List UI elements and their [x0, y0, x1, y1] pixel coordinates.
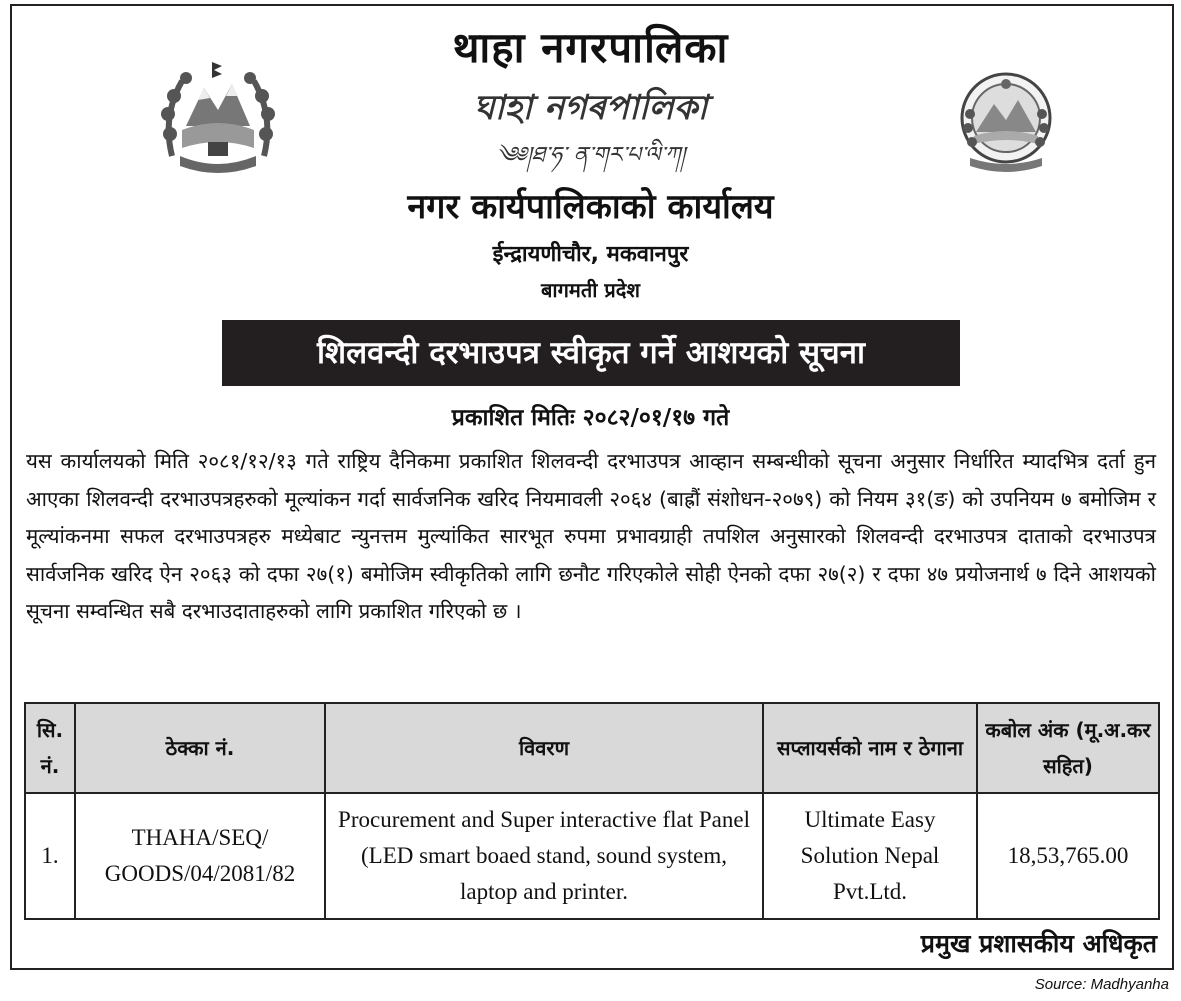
- cell-sn: 1.: [25, 793, 75, 919]
- province-name: बागमती प्रदेश: [541, 278, 640, 302]
- cell-description: Procurement and Super interactive flat Panel (LED smart boaed stand, sound system, laptop and printer.: [325, 793, 763, 919]
- tender-table: [24, 702, 1160, 920]
- office-name: नगर कार्यपालिकाको कार्यालय: [407, 187, 774, 227]
- municipality-name-alt-script-2: ༄༅།ཐ་ཧ་ ན་གར་པ་ལི་ཀ།: [495, 143, 686, 168]
- notice-title-banner: शिलवन्दी दरभाउपत्र स्वीकृत गर्ने आशयको सूचना: [222, 320, 960, 386]
- header-sn: सि. नं.: [25, 703, 75, 793]
- cell-contract-no: THAHA/SEQ/ GOODS/04/2081/82: [75, 793, 325, 919]
- header-supplier: सप्लायर्सको नाम र ठेगाना: [763, 703, 977, 793]
- cell-amount: 18,53,765.00: [977, 793, 1159, 919]
- signatory-title: प्रमुख प्रशासकीय अधिकृत: [920, 929, 1157, 958]
- header-description: विवरण: [325, 703, 763, 793]
- municipality-name: थाहा नगरपालिका: [452, 23, 729, 72]
- office-address: ईन्द्रायणीचौर, मकवानपुर: [492, 242, 689, 267]
- notice-body: यस कार्यालयको मिति २०८१/१२/१३ गते राष्ट्रिय दैनिकमा प्रकाशित शिलवन्दी दरभाउपत्र आव्हान सम्बन्धीको सूचना अनुसार निर्धारित म्यादभित्र दर्ता हुन आएका शिलवन्दी दरभाउपत्रहरुको मूल्यांकन गर्दा सार्वजनिक खरिद नियमावली २०६४ (बाह्रौं संशोधन-२०७९) को नियम ३१(ङ) को उपनियम ७ बमोजिम र मूल्यांकनमा सफल दरभाउपत्रहरु मध्येबाट न्युनत्तम मुल्यांकित सारभूत रुपमा प्रभावग्राही तपशिल अनुसारको शिलवन्दी दरभाउपत्र दाताको दरभाउपत्र सार्वजनिक खरिद ऐन २०६३ को दफा २७(१) बमोजिम स्वीकृतिको लागि छनौट गरिएकोले सोही ऐनको दफा २७(२) र दफा ४७ प्रयोजनार्थ ७ दिने आशयको सूचना सम्वन्धित सबै दरभाउदाताहरुको लागि प्रकाशित गरिएको छ ।: [26, 449, 1156, 623]
- published-date: प्रकाशित मितिः २०८२/०१/१७ गते: [451, 405, 730, 431]
- header-contract-no: ठेक्का नं.: [75, 703, 325, 793]
- header-amount: कबोल अंक (मू.अ.कर सहित): [977, 703, 1159, 793]
- cell-supplier: Ultimate Easy Solution Nepal Pvt.Ltd.: [763, 793, 977, 919]
- table-header-row: [25, 703, 1159, 793]
- source-credit: Source: Madhyanha: [1034, 976, 1169, 993]
- municipality-name-alt-script: ঘাহা নগৰপালিকা: [473, 88, 708, 128]
- table-row: [25, 793, 1159, 919]
